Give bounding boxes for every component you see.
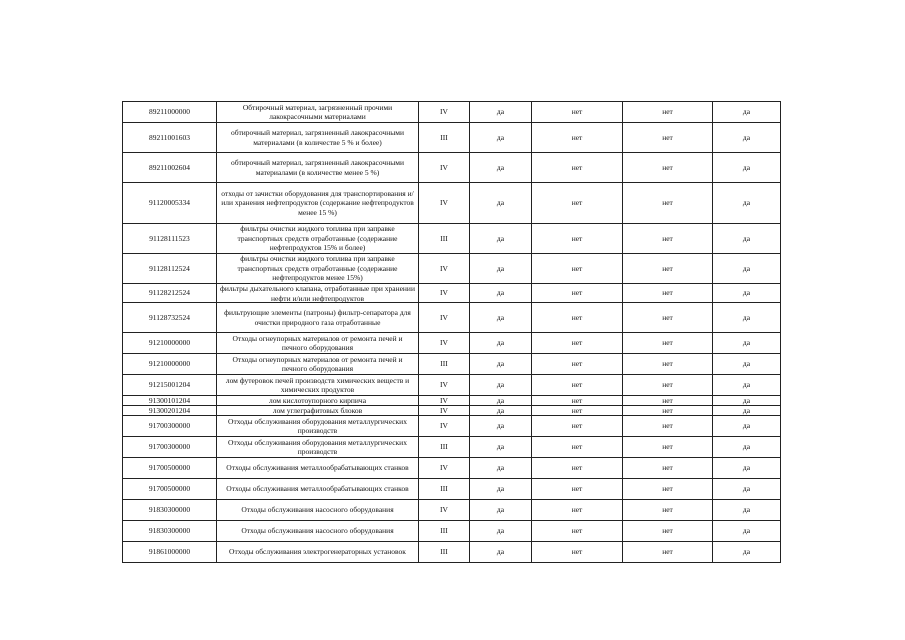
description-text: Отходы обслуживания электрогенераторных установок xyxy=(229,547,406,557)
waste-description-cell xyxy=(217,183,419,224)
yes-no-cell: да xyxy=(470,521,532,542)
yes-no-cell: нет xyxy=(623,333,713,354)
waste-code-cell: 91700300000 xyxy=(123,437,217,458)
waste-description-cell xyxy=(217,102,419,123)
waste-code-cell: 91700300000 xyxy=(123,416,217,437)
table-row xyxy=(123,354,781,375)
yes-no-cell: да xyxy=(470,354,532,375)
yes-no-cell: да xyxy=(470,396,532,406)
table-row xyxy=(123,375,781,396)
yes-no-cell: да xyxy=(470,375,532,396)
hazard-class-cell: III xyxy=(419,542,470,563)
yes-no-cell: нет xyxy=(623,303,713,333)
table-row xyxy=(123,224,781,254)
yes-no-cell: нет xyxy=(532,437,623,458)
table-row xyxy=(123,479,781,500)
description-text: обтирочный материал, загрязненный лакокрасочными материалами (в количестве менее 5 %) xyxy=(230,158,405,177)
yes-no-cell: нет xyxy=(532,542,623,563)
yes-no-cell: да xyxy=(713,406,781,416)
waste-description-cell xyxy=(217,521,419,542)
yes-no-cell: нет xyxy=(532,396,623,406)
waste-description-cell xyxy=(217,500,419,521)
description-text: Отходы огнеупорных материалов от ремонта печей и печного оборудования xyxy=(232,333,403,352)
yes-no-cell: нет xyxy=(532,406,623,416)
table-body xyxy=(123,102,781,563)
waste-description-cell xyxy=(217,479,419,500)
yes-no-cell: нет xyxy=(623,437,713,458)
hazard-class-cell: III xyxy=(419,437,470,458)
hazard-class-cell: IV xyxy=(419,406,470,416)
hazard-class-cell: IV xyxy=(419,303,470,333)
waste-description-cell xyxy=(217,153,419,183)
hazard-class-cell: III xyxy=(419,224,470,254)
waste-description-cell xyxy=(217,406,419,416)
waste-code-cell: 91210000000 xyxy=(123,354,217,375)
yes-no-cell: нет xyxy=(532,224,623,254)
waste-code-cell: 91128111523 xyxy=(123,224,217,254)
yes-no-cell: да xyxy=(713,254,781,284)
waste-code-cell: 91700500000 xyxy=(123,479,217,500)
yes-no-cell: нет xyxy=(623,375,713,396)
waste-description-cell xyxy=(217,224,419,254)
yes-no-cell: нет xyxy=(532,102,623,123)
description-text: отходы от зачистки оборудования для транспортирования и/или хранения нефтепродуктов (содержание нефтепродуктов менее 15 %) xyxy=(221,188,414,217)
waste-code-cell: 91128732524 xyxy=(123,303,217,333)
table-row xyxy=(123,153,781,183)
waste-code-cell: 91120005334 xyxy=(123,183,217,224)
waste-code-cell: 91210000000 xyxy=(123,333,217,354)
yes-no-cell: нет xyxy=(532,333,623,354)
yes-no-cell: нет xyxy=(623,521,713,542)
yes-no-cell: нет xyxy=(623,406,713,416)
waste-code-cell: 91300201204 xyxy=(123,406,217,416)
yes-no-cell: нет xyxy=(623,102,713,123)
table-row xyxy=(123,521,781,542)
table-row xyxy=(123,542,781,563)
waste-description-cell xyxy=(217,437,419,458)
yes-no-cell: нет xyxy=(623,416,713,437)
yes-no-cell: да xyxy=(713,396,781,406)
yes-no-cell: нет xyxy=(623,183,713,224)
waste-code-cell: 91215001204 xyxy=(123,375,217,396)
waste-code-cell: 91861000000 xyxy=(123,542,217,563)
yes-no-cell: нет xyxy=(532,479,623,500)
yes-no-cell: да xyxy=(713,479,781,500)
hazard-class-cell: IV xyxy=(419,333,470,354)
hazard-class-cell: IV xyxy=(419,375,470,396)
table-row xyxy=(123,333,781,354)
hazard-class-cell: IV xyxy=(419,102,470,123)
yes-no-cell: да xyxy=(470,123,532,153)
yes-no-cell: да xyxy=(470,254,532,284)
yes-no-cell: нет xyxy=(623,224,713,254)
hazard-class-cell: IV xyxy=(419,284,470,303)
yes-no-cell: да xyxy=(470,224,532,254)
waste-code-cell: 89211002604 xyxy=(123,153,217,183)
yes-no-cell: да xyxy=(713,284,781,303)
table-row xyxy=(123,416,781,437)
table-row xyxy=(123,303,781,333)
waste-description-cell xyxy=(217,542,419,563)
table-row xyxy=(123,123,781,153)
yes-no-cell: нет xyxy=(532,183,623,224)
yes-no-cell: нет xyxy=(623,123,713,153)
yes-no-cell: да xyxy=(470,479,532,500)
description-text: фильтры очистки жидкого топлива при заправке транспортных средств отработанные (содержание нефтепродуктов 15% и более) xyxy=(237,224,398,253)
hazard-class-cell: IV xyxy=(419,153,470,183)
hazard-class-cell: III xyxy=(419,123,470,153)
yes-no-cell: нет xyxy=(532,500,623,521)
yes-no-cell: нет xyxy=(532,521,623,542)
description-text: Отходы обслуживания насосного оборудования xyxy=(241,505,394,515)
yes-no-cell: нет xyxy=(623,254,713,284)
waste-description-cell xyxy=(217,458,419,479)
table-row xyxy=(123,437,781,458)
yes-no-cell: да xyxy=(713,102,781,123)
waste-description-cell xyxy=(217,375,419,396)
hazard-class-cell: III xyxy=(419,521,470,542)
yes-no-cell: нет xyxy=(623,479,713,500)
waste-classification-table xyxy=(122,101,781,563)
description-text: Отходы обслуживания металлообрабатывающих станков xyxy=(226,484,409,494)
yes-no-cell: да xyxy=(713,375,781,396)
waste-code-cell: 91700500000 xyxy=(123,458,217,479)
hazard-class-cell: IV xyxy=(419,458,470,479)
yes-no-cell: да xyxy=(713,354,781,375)
yes-no-cell: да xyxy=(470,183,532,224)
table-row xyxy=(123,284,781,303)
yes-no-cell: да xyxy=(470,437,532,458)
yes-no-cell: да xyxy=(470,458,532,479)
description-text: Отходы огнеупорных материалов от ремонта печей и печного оборудования xyxy=(232,354,403,373)
waste-description-cell xyxy=(217,354,419,375)
yes-no-cell: да xyxy=(713,153,781,183)
description-text: фильтры дыхательного клапана, отработанные при хранении нефти и/или нефтепродуктов xyxy=(220,284,415,302)
yes-no-cell: да xyxy=(713,416,781,437)
yes-no-cell: да xyxy=(470,542,532,563)
description-text: Отходы обслуживания оборудования металлургических производств xyxy=(228,437,407,456)
yes-no-cell: нет xyxy=(623,396,713,406)
description-text: лом футеровок печей производств химических веществ и химических продуктов xyxy=(225,375,410,394)
description-text: фильтры очистки жидкого топлива при заправке транспортных средств отработанные (содержание нефтепродуктов менее 15%) xyxy=(237,254,398,283)
hazard-class-cell: IV xyxy=(419,254,470,284)
description-text: лом углеграфитовых блоков xyxy=(272,406,363,415)
waste-description-cell xyxy=(217,333,419,354)
yes-no-cell: да xyxy=(470,303,532,333)
yes-no-cell: нет xyxy=(623,153,713,183)
yes-no-cell: да xyxy=(713,333,781,354)
waste-code-cell: 91830300000 xyxy=(123,500,217,521)
yes-no-cell: нет xyxy=(532,153,623,183)
yes-no-cell: да xyxy=(713,224,781,254)
yes-no-cell: нет xyxy=(623,542,713,563)
table-row xyxy=(123,458,781,479)
hazard-class-cell: III xyxy=(419,479,470,500)
yes-no-cell: да xyxy=(470,153,532,183)
waste-code-cell: 91128212524 xyxy=(123,284,217,303)
waste-description-cell xyxy=(217,396,419,406)
yes-no-cell: да xyxy=(713,542,781,563)
yes-no-cell: нет xyxy=(532,458,623,479)
hazard-class-cell: IV xyxy=(419,183,470,224)
yes-no-cell: нет xyxy=(623,354,713,375)
yes-no-cell: да xyxy=(470,416,532,437)
yes-no-cell: нет xyxy=(532,303,623,333)
yes-no-cell: нет xyxy=(532,354,623,375)
yes-no-cell: нет xyxy=(623,458,713,479)
yes-no-cell: да xyxy=(470,102,532,123)
waste-description-cell xyxy=(217,123,419,153)
yes-no-cell: нет xyxy=(532,416,623,437)
yes-no-cell: да xyxy=(713,458,781,479)
hazard-class-cell: III xyxy=(419,354,470,375)
description-text: Отходы обслуживания металлообрабатывающих станков xyxy=(226,463,409,473)
waste-description-cell xyxy=(217,284,419,303)
yes-no-cell: нет xyxy=(532,375,623,396)
waste-code-cell: 91128112524 xyxy=(123,254,217,284)
table-row xyxy=(123,500,781,521)
yes-no-cell: да xyxy=(470,500,532,521)
yes-no-cell: да xyxy=(713,183,781,224)
table-row xyxy=(123,183,781,224)
description-text: Отходы обслуживания оборудования металлургических производств xyxy=(228,416,407,435)
yes-no-cell: нет xyxy=(623,284,713,303)
description-text: Обтирочный материал, загрязненный прочими лакокрасочными материалами xyxy=(242,102,393,121)
table-row xyxy=(123,102,781,123)
yes-no-cell: да xyxy=(713,500,781,521)
yes-no-cell: да xyxy=(470,406,532,416)
table-row xyxy=(123,254,781,284)
yes-no-cell: нет xyxy=(532,254,623,284)
description-text: обтирочный материал, загрязненный лакокрасочными материалами (в количестве 5 % и более) xyxy=(230,128,405,147)
waste-code-cell: 91830300000 xyxy=(123,521,217,542)
yes-no-cell: да xyxy=(470,333,532,354)
description-text: Отходы обслуживания насосного оборудования xyxy=(241,526,394,536)
yes-no-cell: да xyxy=(713,303,781,333)
yes-no-cell: да xyxy=(470,284,532,303)
yes-no-cell: да xyxy=(713,437,781,458)
waste-description-cell xyxy=(217,416,419,437)
description-text: лом кислотоупорного кирпича xyxy=(268,396,367,405)
yes-no-cell: нет xyxy=(532,123,623,153)
table-row xyxy=(123,406,781,416)
hazard-class-cell: IV xyxy=(419,500,470,521)
yes-no-cell: да xyxy=(713,123,781,153)
hazard-class-cell: IV xyxy=(419,416,470,437)
waste-description-cell xyxy=(217,303,419,333)
table-row xyxy=(123,396,781,406)
yes-no-cell: нет xyxy=(623,500,713,521)
waste-description-cell xyxy=(217,254,419,284)
yes-no-cell: нет xyxy=(532,284,623,303)
description-text: фильтрующие элементы (патроны) фильтр-сепаратора для очистки природного газа отработанные xyxy=(224,308,411,327)
waste-code-cell: 91300101204 xyxy=(123,396,217,406)
yes-no-cell: да xyxy=(713,521,781,542)
hazard-class-cell: IV xyxy=(419,396,470,406)
waste-code-cell: 89211000000 xyxy=(123,102,217,123)
waste-code-cell: 89211001603 xyxy=(123,123,217,153)
